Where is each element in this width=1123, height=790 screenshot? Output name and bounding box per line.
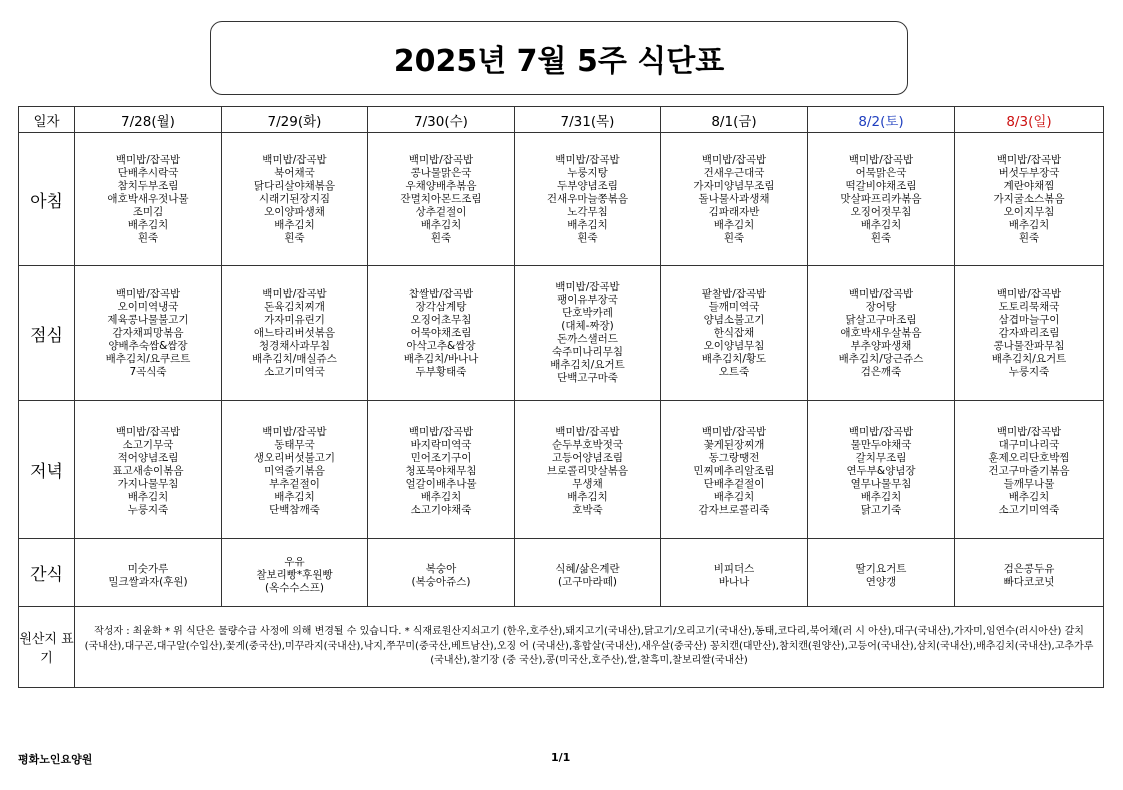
origin-row (19, 607, 1104, 688)
menu-item: 갈치무조림 (855, 452, 907, 464)
menu-item: 배추김치 (713, 218, 755, 231)
day-header-tue: 7/29(화) (222, 107, 368, 133)
menu-cell-breakfast (661, 133, 808, 266)
menu-item: 바나나 (718, 575, 750, 588)
menu-cell-lunch (661, 266, 808, 401)
menu-item: 배추김치/황도 (701, 352, 767, 365)
menu-item: 돈육김치찌개 (264, 300, 325, 313)
menu-cell-dinner (75, 401, 222, 539)
menu-item: 단백참깨죽 (269, 504, 320, 516)
menu-item: 배추김치 (127, 491, 169, 503)
menu-item: 가자미양념무조림 (693, 179, 775, 192)
menu-item: 감자채피망볶음 (112, 326, 184, 339)
menu-item: 딸기요거트 (855, 562, 907, 575)
menu-item: 배추김치 (1008, 218, 1050, 231)
menu-item: 단백고구마죽 (557, 372, 618, 384)
menu-item: 제육콩나물불고기 (107, 313, 189, 326)
meal-row-dinner (19, 401, 1104, 539)
menu-item: 숙주미나리무침 (551, 346, 623, 358)
menu-item: 백미밥/잡곡밥 (262, 153, 327, 166)
menu-item: 비피더스 (713, 562, 755, 575)
menu-cell-lunch (75, 266, 222, 401)
menu-item: 참치두부조림 (117, 179, 179, 192)
menu-item: 닭고기죽 (860, 504, 902, 516)
day-header-sat: 8/2(토) (808, 107, 955, 133)
menu-item: 배추김치 (860, 218, 902, 231)
menu-cell-lunch (808, 266, 955, 401)
menu-cell-snack (515, 539, 661, 607)
menu-item: 부추겉절이 (269, 478, 320, 490)
menu-item: 콩나물잔파무침 (993, 339, 1065, 352)
menu-item: 배추김치 (567, 491, 608, 503)
menu-item: 단배추겉절이 (703, 478, 765, 490)
menu-cell-dinner (368, 401, 515, 539)
menu-item: 단배추시락국 (117, 166, 179, 179)
menu-item: 빠다코코넛 (1003, 575, 1055, 588)
menu-cell-lunch (955, 266, 1104, 401)
menu-item: 배추김치 (567, 218, 608, 231)
menu-item: 대구미나리국 (998, 439, 1060, 451)
menu-item: 백미밥/잡곡밥 (848, 153, 914, 166)
menu-cell-lunch (515, 266, 661, 401)
menu-item: 호박죽 (572, 504, 603, 516)
menu-cell-dinner (808, 401, 955, 539)
menu-item: 배추김치/요거트 (991, 352, 1067, 365)
menu-item: 배추김치 (860, 491, 902, 503)
menu-item: 백미밥/잡곡밥 (115, 426, 181, 438)
day-header-wed: 7/30(수) (368, 107, 515, 133)
menu-item: 어묵야채조림 (410, 326, 472, 339)
menu-item: 백미밥/잡곡밥 (996, 426, 1062, 438)
menu-item: 한식잡채 (713, 326, 755, 339)
menu-item: 백미밥/잡곡밥 (408, 426, 474, 438)
menu-item: 소고기미역국 (264, 365, 325, 378)
menu-item: 검은콩두유 (1003, 562, 1055, 575)
menu-item: 배추김치 (274, 491, 315, 503)
menu-item: 배추김치 (127, 218, 169, 231)
menu-item: 맛살파프리카볶음 (840, 192, 922, 205)
menu-cell-breakfast (955, 133, 1104, 266)
menu-item: 얼갈이배추나물 (405, 478, 477, 490)
menu-item: 무생채 (572, 478, 603, 490)
menu-item: 연두부&양념장 (846, 465, 916, 477)
menu-item: 백미밥/잡곡밥 (848, 426, 914, 438)
menu-item: 백미밥/잡곡밥 (115, 287, 181, 300)
menu-item: 동태무국 (274, 439, 315, 451)
menu-item: 들깨미역국 (708, 300, 760, 313)
menu-item: 밀크쌀과자(후원) (108, 575, 188, 588)
menu-item: 연양갱 (865, 575, 897, 588)
menu-item: (대체-짜장) (561, 320, 614, 332)
meal-label-lunch: 점심 (19, 266, 75, 401)
menu-item: 백미밥/잡곡밥 (555, 153, 620, 166)
menu-item: 찰보리빵*후원빵 (256, 569, 333, 581)
menu-item: 노각무침 (567, 205, 608, 218)
menu-item: 어묵맑은국 (855, 166, 907, 179)
menu-cell-snack (808, 539, 955, 607)
menu-item: 콩나물맑은국 (410, 166, 472, 179)
menu-item: 배추김치 (420, 491, 462, 503)
menu-cell-breakfast (222, 133, 368, 266)
meal-row-breakfast (19, 133, 1104, 266)
menu-item: 팥찰밥/잡곡밥 (701, 287, 767, 300)
page-number: 1/1 (551, 751, 571, 764)
menu-item: 누룽지죽 (1008, 365, 1050, 378)
menu-item: 미숫가루 (127, 562, 169, 575)
menu-item: 오이양념무침 (703, 339, 765, 352)
menu-item: 복숭아 (425, 562, 457, 575)
menu-item: 감자꽈리조림 (998, 326, 1060, 339)
menu-item: 식혜/삶은계란 (555, 562, 620, 575)
menu-item: 시래기된장지짐 (258, 192, 330, 205)
menu-item: 찹쌀밥/잡곡밥 (408, 287, 474, 300)
menu-item: 상추겉절이 (415, 205, 467, 218)
menu-item: 떡갈비야채조림 (845, 179, 917, 192)
menu-item: 백미밥/잡곡밥 (701, 153, 767, 166)
menu-item: 백미밥/잡곡밥 (996, 287, 1062, 300)
menu-item: 우유 (284, 556, 305, 568)
menu-item: 열무나물무침 (850, 478, 912, 490)
menu-item: 바지락미역국 (410, 439, 472, 451)
menu-item: 아삭고추&쌈장 (406, 339, 476, 352)
menu-item: 도토리묵채국 (998, 300, 1060, 313)
menu-item: 두부황태죽 (415, 365, 467, 378)
menu-item: 소고기미역죽 (998, 504, 1060, 516)
menu-item: 돈까스샐러드 (557, 333, 618, 345)
menu-item: 브로콜리맛살볶음 (546, 465, 629, 477)
menu-item: 배추김치/바나나 (403, 352, 479, 365)
day-header-mon: 7/28(월) (75, 107, 222, 133)
menu-item: 미역줄기볶음 (264, 465, 325, 477)
menu-item: 양배추숙쌈&쌈장 (108, 339, 188, 352)
menu-item: 팽이유부장국 (557, 294, 618, 306)
menu-cell-breakfast (515, 133, 661, 266)
menu-item: 삼겹마늘구이 (998, 313, 1060, 326)
day-header-fri: 8/1(금) (661, 107, 808, 133)
menu-item: 오이미역냉국 (117, 300, 179, 313)
meal-label-snack: 간식 (19, 539, 75, 607)
menu-item: 오이양파생채 (264, 205, 325, 218)
menu-item: (고구마라떼) (558, 575, 617, 588)
menu-item: 백미밥/잡곡밥 (408, 153, 474, 166)
menu-cell-snack (222, 539, 368, 607)
menu-item: 순두부호박젓국 (551, 439, 623, 451)
menu-item: 청경채사과무침 (258, 339, 330, 352)
menu-item: 닭다리살야채볶음 (253, 179, 336, 192)
menu-item: 배추김치 (420, 218, 462, 231)
day-header-sun: 8/3(일) (955, 107, 1104, 133)
menu-item: 생오리버섯불고기 (253, 452, 336, 464)
menu-item: 오징어초무침 (410, 313, 472, 326)
menu-cell-dinner (222, 401, 368, 539)
menu-item: 배추김치 (274, 218, 315, 231)
menu-item: 백미밥/잡곡밥 (115, 153, 181, 166)
menu-item: 김파래자반 (708, 205, 760, 218)
menu-item: 건고구마줄기볶음 (988, 465, 1070, 477)
menu-item: (옥수수스프) (265, 582, 324, 594)
menu-item: 오트죽 (718, 365, 750, 378)
menu-item: 장각삼계탕 (415, 300, 467, 313)
menu-item: 배추김치/요쿠르트 (105, 352, 191, 365)
menu-item: 건새우마늘쫑볶음 (546, 192, 629, 205)
origin-label: 원산지 표기 (19, 607, 75, 688)
menu-item: 백미밥/잡곡밥 (701, 426, 767, 438)
menu-item: 흰죽 (137, 231, 159, 244)
menu-item: 배추김치/당근쥬스 (838, 352, 924, 365)
menu-item: 흰죽 (870, 231, 892, 244)
menu-item: 두부양념조림 (557, 179, 618, 192)
menu-item: 표고새송이볶음 (112, 465, 184, 477)
menu-item: 흰죽 (723, 231, 745, 244)
menu-item: 가지나물무침 (117, 478, 179, 490)
menu-item: 동그랑땡전 (708, 452, 760, 464)
menu-cell-breakfast (75, 133, 222, 266)
menu-cell-snack (368, 539, 515, 607)
menu-item: 우채양배추볶음 (405, 179, 477, 192)
menu-item: 건새우근대국 (703, 166, 765, 179)
menu-item: 장어탕 (865, 300, 897, 313)
menu-item: 배추김치 (713, 491, 755, 503)
organization-name: 평화노인요양원 (18, 753, 93, 766)
menu-item: 백미밥/잡곡밥 (262, 287, 327, 300)
menu-item: 오징어젓무침 (850, 205, 912, 218)
menu-item: 소고기무국 (122, 439, 174, 451)
menu-cell-breakfast (808, 133, 955, 266)
menu-item: 적어양념조림 (117, 452, 179, 464)
menu-table (18, 106, 1104, 688)
menu-item: 흰죽 (284, 231, 305, 244)
menu-item: 배추김치 (1008, 491, 1050, 503)
meal-label-breakfast: 아침 (19, 133, 75, 266)
menu-item: 오이지무침 (1003, 205, 1055, 218)
menu-item: 들깨무나물 (1003, 478, 1055, 490)
menu-item: 고등어양념조림 (551, 452, 623, 464)
menu-item: 돌나물사과생채 (698, 192, 770, 205)
menu-item: 7곡식죽 (129, 365, 167, 378)
menu-item: 청포묵야채무침 (405, 465, 477, 477)
menu-cell-dinner (515, 401, 661, 539)
menu-item: 가자미유린기 (264, 313, 325, 326)
menu-item: 백미밥/잡곡밥 (262, 426, 327, 438)
meal-row-lunch (19, 266, 1104, 401)
menu-cell-lunch (222, 266, 368, 401)
origin-text: 작성자 : 최윤화 * 위 식단은 물량수급 사정에 의해 변경될 수 있습니다. * 식재료원산지쇠고기 (한우,호주산),돼지고기(국내산),닭고기/오리고기(국내산),동태,코다리,북어채(러 시 아산),대구(국내산),가자미,임연수(러시아산) 갈치(국내산),대구곤,대구알(수입산),꽃게(중국산),미꾸라지(국내산),낙지,쭈꾸미(중국산,베트남산),오징 어 (국내산),홍합살(국내산),새우살(중국산) 꽁치캔(대만산),참치캔(원양산),고등어(국내산),삼치(국내산),배추김치(국내산),고추가루(국내산),찰기장 (중 국산),콩(미국산,호주산),쌀,찰흑미,찰보리쌀(국내산) (75, 607, 1104, 688)
menu-item: (복숭아쥬스) (411, 575, 471, 588)
menu-cell-snack (75, 539, 222, 607)
menu-item: 애호박새우살볶음 (840, 326, 922, 339)
menu-item: 감자브로콜리죽 (698, 504, 770, 516)
menu-item: 민찌메추리알조림 (693, 465, 775, 477)
menu-item: 배추김치/매실쥬스 (252, 352, 337, 365)
menu-item: 백미밥/잡곡밥 (848, 287, 914, 300)
menu-item: 민어조기구이 (410, 452, 472, 464)
menu-item: 부추양파생채 (850, 339, 912, 352)
menu-item: 물만두야채국 (850, 439, 912, 451)
menu-item: 백미밥/잡곡밥 (555, 426, 620, 438)
menu-item: 북어채국 (274, 166, 315, 179)
menu-item: 버섯두부장국 (998, 166, 1060, 179)
header-row (19, 107, 1104, 133)
menu-cell-dinner (955, 401, 1104, 539)
menu-item: 흰죽 (577, 231, 598, 244)
menu-item: 검은깨죽 (860, 365, 902, 378)
menu-item: 애느타리버섯볶음 (253, 326, 336, 339)
meal-row-snack (19, 539, 1104, 607)
menu-item: 꽃게된장찌개 (703, 439, 765, 451)
menu-item: 배추김치/요거트 (550, 359, 625, 371)
menu-item: 누룽지탕 (567, 166, 608, 179)
menu-item: 닭살고구마조림 (845, 313, 917, 326)
menu-item: 가지굴소스볶음 (993, 192, 1065, 205)
day-header-thu: 7/31(목) (515, 107, 661, 133)
menu-item: 훈제오리단호박찜 (988, 452, 1070, 464)
menu-cell-snack (955, 539, 1104, 607)
menu-cell-lunch (368, 266, 515, 401)
menu-cell-dinner (661, 401, 808, 539)
menu-item: 양념소불고기 (703, 313, 765, 326)
menu-item: 흰죽 (1018, 231, 1040, 244)
menu-item: 누룽지죽 (127, 504, 169, 516)
menu-item: 잔멸치아몬드조림 (400, 192, 482, 205)
menu-item: 조미김 (132, 205, 164, 218)
menu-item: 백미밥/잡곡밥 (555, 281, 620, 293)
menu-item: 백미밥/잡곡밥 (996, 153, 1062, 166)
menu-item: 소고기야채죽 (410, 504, 472, 516)
menu-item: 애호박새우젓나물 (107, 192, 189, 205)
menu-item: 흰죽 (430, 231, 452, 244)
page-title: 2025년 7월 5주 식단표 (210, 21, 908, 95)
menu-item: 단호박카레 (562, 307, 613, 319)
menu-item: 계란야채찜 (1003, 179, 1055, 192)
date-header-label: 일자 (19, 107, 75, 133)
meal-label-dinner: 저녁 (19, 401, 75, 539)
menu-cell-snack (661, 539, 808, 607)
menu-cell-breakfast (368, 133, 515, 266)
